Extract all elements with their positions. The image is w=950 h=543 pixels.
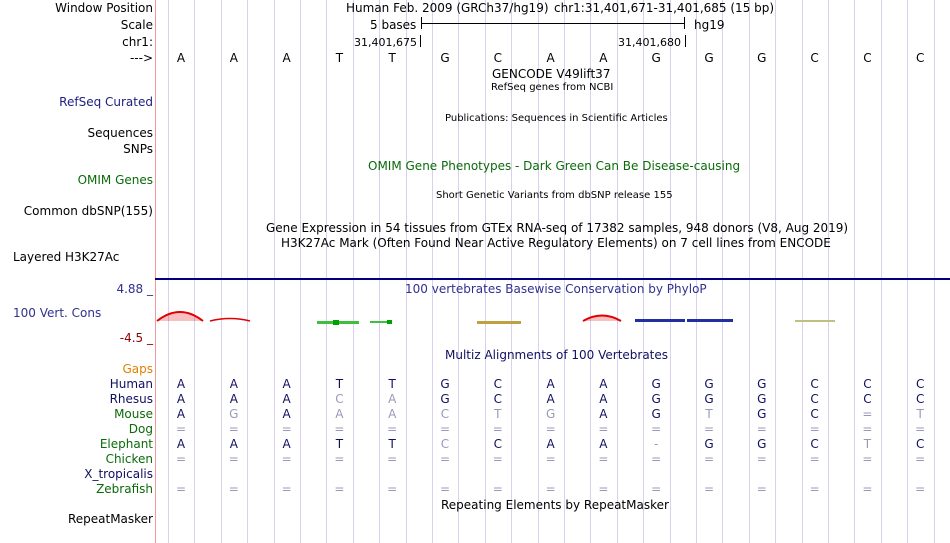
reference-base: C: [493, 51, 502, 65]
aligned-base: G: [545, 407, 556, 421]
aligned-base: C: [810, 392, 819, 406]
aligned-base: T: [916, 407, 924, 421]
label-snps[interactable]: SNPs: [123, 142, 153, 156]
track-short-variants[interactable]: Short Genetic Variants from dbSNP release 155: [436, 190, 673, 201]
aligned-base: A: [176, 392, 186, 406]
aligned-base: =: [439, 482, 451, 496]
aligned-base: =: [545, 482, 556, 496]
reference-base: A: [546, 51, 555, 65]
aligned-base: =: [915, 452, 926, 466]
species-alignment-row: [155, 437, 950, 452]
aligned-base: A: [176, 377, 186, 391]
assembly-title: Human Feb. 2009 (GRCh37/hg19): [346, 1, 549, 15]
aligned-base: =: [809, 422, 820, 436]
coord-left: 31,401,675: [354, 36, 417, 49]
aligned-base: =: [545, 452, 556, 466]
aligned-base: =: [862, 407, 873, 421]
aligned-base: A: [388, 407, 397, 421]
aligned-base: =: [651, 452, 662, 466]
label-gaps[interactable]: Gaps: [122, 362, 153, 376]
reference-base: A: [599, 51, 608, 65]
aligned-base: =: [281, 422, 292, 436]
track-omim-phenotypes[interactable]: OMIM Gene Phenotypes - Dark Green Can Be Disease-causing: [368, 159, 741, 173]
reference-base: C: [810, 51, 819, 65]
aligned-base: C: [493, 437, 502, 451]
aligned-base: G: [651, 407, 661, 421]
aligned-base: A: [176, 407, 186, 421]
aligned-base: =: [703, 482, 715, 496]
reference-base: T: [388, 51, 396, 65]
track-multiz[interactable]: Multiz Alignments of 100 Vertebrates: [445, 348, 669, 362]
aligned-base: A: [599, 437, 608, 451]
aligned-base: -: [654, 437, 659, 451]
label-scale[interactable]: Scale: [120, 18, 153, 32]
scale-bar: [421, 17, 685, 29]
aligned-base: A: [282, 377, 291, 391]
aligned-base: =: [439, 422, 451, 436]
coord-right: 31,401,680: [618, 36, 681, 49]
aligned-base: A: [282, 437, 291, 451]
aligned-base: A: [599, 392, 608, 406]
aligned-base: T: [863, 437, 872, 451]
reference-base: T: [335, 51, 344, 65]
aligned-base: C: [915, 377, 925, 391]
aligned-base: =: [334, 482, 345, 496]
species-label[interactable]: Rhesus: [109, 392, 153, 406]
aligned-base: A: [229, 392, 238, 406]
aligned-base: G: [757, 407, 767, 421]
species-label[interactable]: Zebrafish: [96, 482, 153, 496]
aligned-base: =: [334, 422, 345, 436]
aligned-base: A: [229, 377, 238, 391]
track-repeatmasker[interactable]: Repeating Elements by RepeatMasker: [441, 498, 669, 512]
aligned-base: =: [862, 482, 873, 496]
aligned-base: C: [863, 392, 872, 406]
aligned-base: =: [703, 422, 715, 436]
phylop-wiggle: [155, 306, 950, 330]
aligned-base: C: [493, 392, 502, 406]
aligned-base: =: [651, 482, 662, 496]
label-refseq-curated[interactable]: RefSeq Curated: [59, 95, 153, 109]
aligned-base: =: [756, 452, 767, 466]
aligned-base: =: [756, 422, 767, 436]
aligned-base: =: [175, 452, 187, 466]
database-name: hg19: [694, 18, 725, 32]
aligned-base: =: [228, 422, 239, 436]
aligned-base: A: [282, 407, 291, 421]
aligned-base: =: [651, 422, 662, 436]
track-phylop[interactable]: 100 vertebrates Basewise Conservation by PhyloP: [405, 282, 707, 296]
label-strand-arrow[interactable]: --->: [129, 51, 153, 65]
aligned-base: =: [492, 482, 503, 496]
species-alignment-row: [155, 482, 950, 497]
reference-base: G: [757, 51, 767, 65]
aligned-base: A: [546, 377, 555, 391]
aligned-base: =: [387, 452, 398, 466]
aligned-base: G: [440, 377, 450, 391]
aligned-base: A: [335, 407, 344, 421]
aligned-base: G: [651, 377, 661, 391]
aligned-base: =: [915, 482, 926, 496]
track-gencode[interactable]: GENCODE V49lift37: [492, 67, 611, 81]
species-alignment-row: [155, 407, 950, 422]
aligned-base: =: [703, 452, 715, 466]
aligned-base: T: [335, 437, 344, 451]
reference-base: G: [440, 51, 450, 65]
label-repeatmasker[interactable]: RepeatMasker: [67, 512, 153, 526]
reference-base: G: [704, 51, 714, 65]
label-omim-genes[interactable]: OMIM Genes: [77, 173, 153, 187]
aligned-base: G: [757, 392, 767, 406]
aligned-base: =: [862, 422, 873, 436]
aligned-base: G: [651, 392, 661, 406]
aligned-base: =: [228, 482, 239, 496]
track-refseq-genes[interactable]: RefSeq genes from NCBI: [491, 82, 614, 93]
aligned-base: T: [335, 377, 344, 391]
label-cons-min: -4.5 _: [119, 331, 153, 345]
coord-right-tick: [685, 35, 686, 47]
species-alignment-row: [155, 422, 950, 437]
aligned-base: C: [810, 437, 819, 451]
species-label[interactable]: Human: [109, 377, 153, 391]
species-label[interactable]: X_tropicalis: [84, 467, 153, 481]
aligned-base: A: [599, 377, 608, 391]
aligned-base: =: [809, 482, 820, 496]
aligned-base: T: [388, 377, 396, 391]
aligned-base: G: [704, 392, 714, 406]
aligned-base: =: [175, 422, 187, 436]
aligned-base: G: [757, 437, 767, 451]
aligned-base: C: [810, 377, 819, 391]
reference-base: A: [229, 51, 238, 65]
track-divider: [155, 278, 950, 280]
species-alignment-row: [155, 392, 950, 407]
aligned-base: A: [229, 437, 238, 451]
aligned-base: G: [229, 407, 239, 421]
aligned-base: C: [335, 392, 344, 406]
aligned-base: =: [492, 452, 503, 466]
species-alignment-row: [155, 467, 950, 482]
aligned-base: A: [282, 392, 291, 406]
aligned-base: C: [810, 407, 819, 421]
aligned-base: T: [494, 407, 502, 421]
track-h3k27ac[interactable]: H3K27Ac Mark (Often Found Near Active Regulatory Elements) on 7 cell lines from ENCODE: [281, 236, 831, 250]
label-chr[interactable]: chr1:: [122, 35, 153, 49]
track-gtex[interactable]: Gene Expression in 54 tissues from GTEx RNA-seq of 17382 samples, 948 donors (V8, Aug 2019): [266, 221, 849, 235]
aligned-base: A: [546, 437, 555, 451]
label-sequences[interactable]: Sequences: [87, 126, 153, 140]
aligned-base: =: [862, 452, 873, 466]
aligned-base: C: [493, 377, 502, 391]
aligned-base: C: [440, 407, 450, 421]
reference-base: A: [176, 51, 186, 65]
species-alignment-row: [155, 377, 950, 392]
label-cons-max: 4.88 _: [116, 282, 153, 296]
aligned-base: =: [228, 452, 239, 466]
aligned-base: =: [492, 422, 503, 436]
scale-bar-text: 5 bases: [370, 18, 417, 32]
aligned-base: A: [176, 437, 186, 451]
species-alignment-row: [155, 452, 950, 467]
aligned-base: =: [598, 452, 609, 466]
aligned-base: =: [756, 482, 767, 496]
aligned-base: G: [757, 377, 767, 391]
aligned-base: =: [281, 482, 292, 496]
aligned-base: T: [388, 437, 396, 451]
label-layered-h3k27ac[interactable]: Layered H3K27Ac: [13, 250, 120, 264]
species-label[interactable]: Dog: [128, 422, 153, 436]
aligned-base: =: [281, 452, 292, 466]
aligned-base: =: [387, 482, 398, 496]
aligned-base: A: [599, 407, 608, 421]
aligned-base: C: [915, 437, 925, 451]
coord-left-tick: [420, 35, 421, 47]
aligned-base: =: [915, 422, 926, 436]
aligned-base: C: [863, 377, 872, 391]
label-window-position[interactable]: Window Position: [55, 1, 153, 15]
aligned-base: T: [705, 407, 713, 421]
aligned-base: A: [388, 392, 397, 406]
track-publications[interactable]: Publications: Sequences in Scientific Articles: [445, 113, 668, 124]
aligned-base: =: [175, 482, 187, 496]
aligned-base: G: [440, 392, 450, 406]
aligned-base: =: [809, 452, 820, 466]
aligned-base: A: [546, 392, 555, 406]
reference-bases-row: [155, 51, 950, 66]
aligned-base: =: [598, 422, 609, 436]
reference-base: G: [651, 51, 661, 65]
aligned-base: =: [545, 422, 556, 436]
reference-base: A: [282, 51, 291, 65]
species-label[interactable]: Elephant: [99, 437, 153, 451]
aligned-base: =: [387, 422, 398, 436]
label-common-dbsnp[interactable]: Common dbSNP(155): [23, 204, 153, 218]
reference-base: C: [863, 51, 872, 65]
aligned-base: =: [598, 482, 609, 496]
species-label[interactable]: Mouse: [114, 407, 153, 421]
aligned-base: =: [439, 452, 451, 466]
aligned-base: C: [440, 437, 450, 451]
label-vert-cons[interactable]: 100 Vert. Cons: [13, 306, 102, 320]
aligned-base: =: [334, 452, 345, 466]
species-label[interactable]: Chicken: [105, 452, 153, 466]
reference-base: C: [915, 51, 925, 65]
aligned-base: C: [915, 392, 925, 406]
aligned-base: G: [704, 377, 714, 391]
aligned-base: G: [704, 437, 714, 451]
position-range: chr1:31,401,671-31,401,685 (15 bp): [554, 1, 775, 15]
